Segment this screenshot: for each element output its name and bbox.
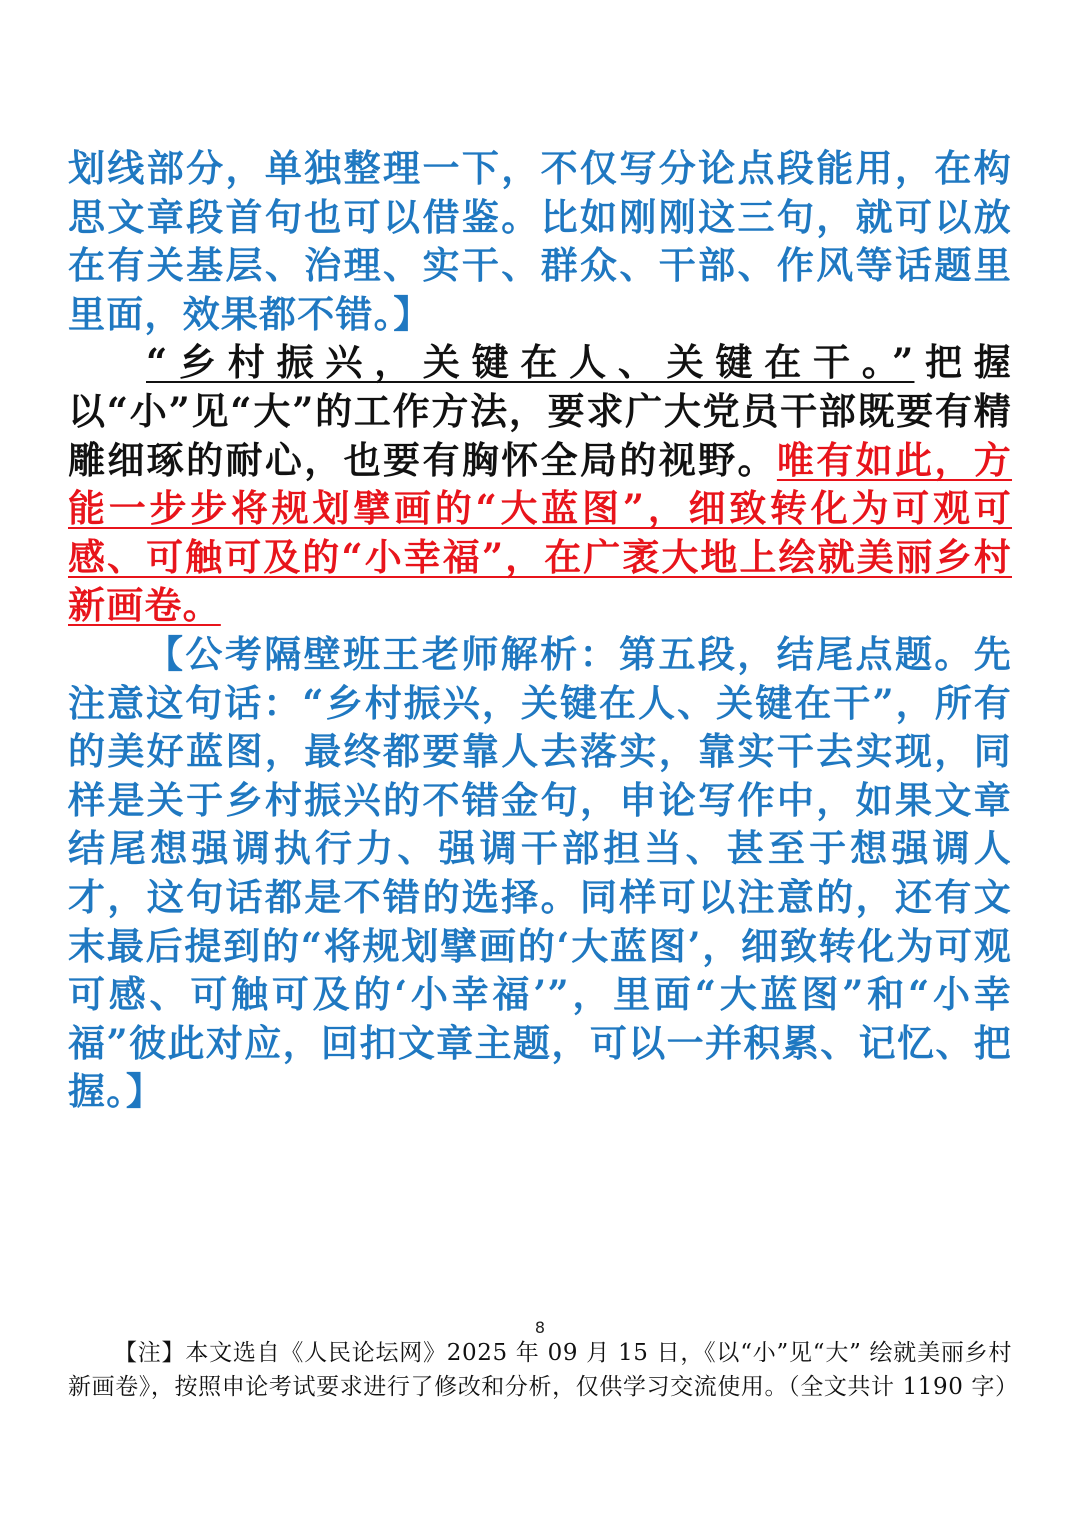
underlined-quote: “乡村振兴，关键在人、关键在干。” bbox=[146, 340, 915, 385]
teacher-analysis-paragraph: 【公考隔壁班王老师解析：第五段，结尾点题。先注意这句话：“乡村振兴，关键在人、关键在干”，所有的美好蓝图，最终都要靠人去落实，靠实干去实现，同样是关于乡村振兴的不错金句，申论写作中，如果文章结尾想强调执行力、强调干部担当、甚至于想强调人才，这句话都是不错的选择。同样可以注意的，还有文末最后提到的“将规划擘画的‘大蓝图’，细致转化为可观可感、可触可及的‘小幸福’”，里面“大蓝图”和“小幸福”彼此对应，回扣文章主题，可以一并积累、记忆、把握。】 bbox=[68, 631, 1012, 1114]
article-closing-paragraph bbox=[68, 338, 1012, 630]
document-body bbox=[68, 144, 1012, 1116]
source-note: 【注】本文选自《人民论坛网》2025 年 09 月 15 日，《以“小”见“大” 绘就美丽乡村新画卷》，按照申论考试要求进行了修改和分析，仅供学习交流使用。（全文共计 1190 字） bbox=[68, 1340, 1019, 1400]
page-number: 8 bbox=[534, 1318, 546, 1337]
red-highlighted-sentence: 唯有如此，方能一步步将规划擘画的“大蓝图”，细致转化为可观可感、可触可及的“小幸福”，在广袤大地上绘就美丽乡村新画卷。 bbox=[68, 437, 1013, 628]
closing-body-text: 把握以“小”见“大”的工作方法，要求广大党员干部既要有精雕细琢的耐心，也要有胸怀全局的视野。 bbox=[68, 340, 1012, 482]
analysis-continuation-paragraph: 划线部分，单独整理一下，不仅写分论点段能用，在构思文章段首句也可以借鉴。比如刚刚这三句，就可以放在有关基层、治理、实干、群众、干部、作风等话题里里面，效果都不错。】 bbox=[68, 146, 1012, 336]
